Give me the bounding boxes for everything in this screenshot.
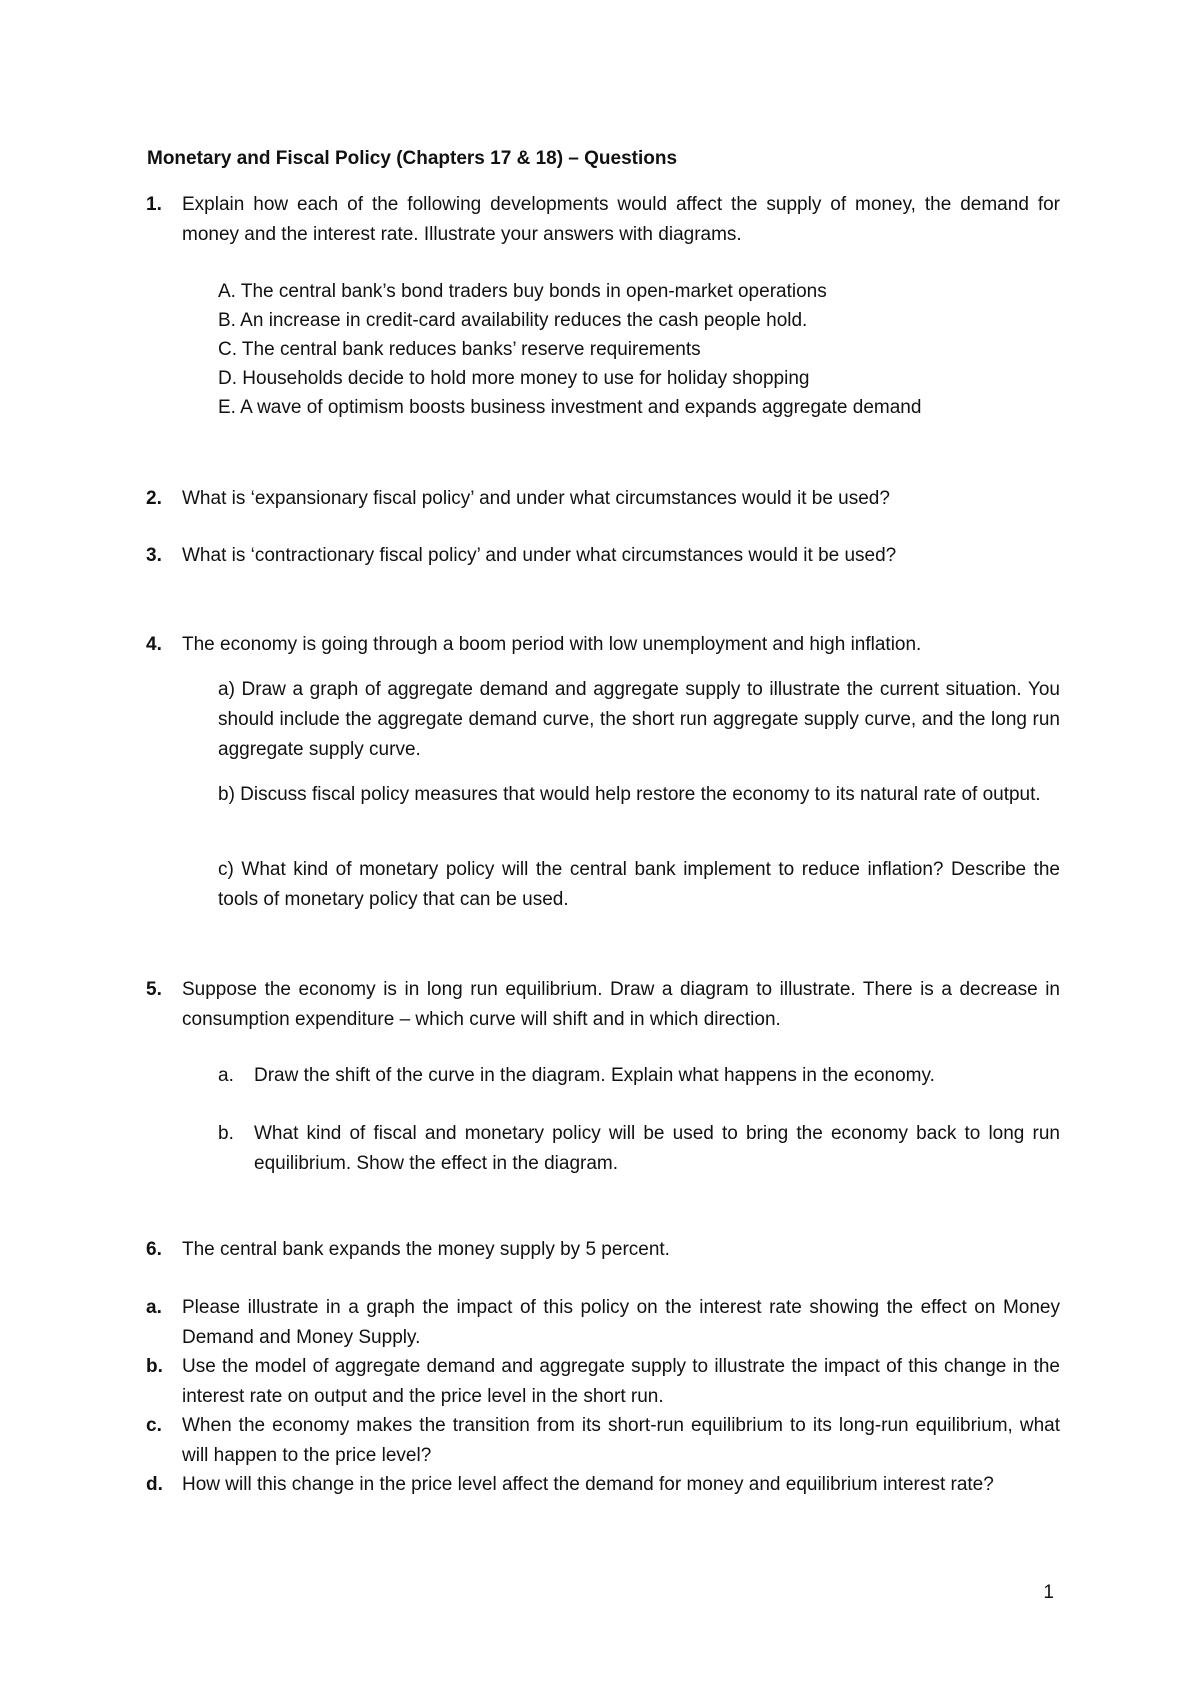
q1-item-b: B. An increase in credit-card availability reduces the cash people hold.	[218, 310, 808, 331]
q4-part-c: c) What kind of monetary policy will the central bank implement to reduce inflation? Describe the tools of monetary policy that can be used.	[218, 859, 1060, 910]
sub-text: Use the model of aggregate demand and aggregate supply to illustrate the impact of this change in the interest rate on output and the price level in the short run.	[182, 1356, 1060, 1407]
sub-text: Draw the shift of the curve in the diagram. Explain what happens in the economy.	[254, 1065, 935, 1086]
question-number: 3.	[146, 545, 162, 566]
sub-label: a.	[218, 1065, 234, 1086]
sub-text: When the economy makes the transition from its short-run equilibrium to its long-run equilibrium, what will happen to the price level?	[182, 1415, 1060, 1466]
question-3	[146, 541, 1060, 571]
sub-label: d.	[146, 1474, 163, 1495]
q6-part-b	[146, 1352, 1060, 1412]
question-number: 2.	[146, 488, 162, 509]
sub-text: Please illustrate in a graph the impact of this policy on the interest rate showing the effect on Money Demand and Money Supply.	[182, 1297, 1060, 1348]
question-4	[146, 630, 1060, 660]
q4-part-a: a) Draw a graph of aggregate demand and aggregate supply to illustrate the current situation. You should include the aggregate demand curve, the short run aggregate supply curve, and the long run aggregate supply curve.	[218, 679, 1060, 760]
question-number: 5.	[146, 979, 162, 1000]
q1-item-c: C. The central bank reduces banks’ reserve requirements	[218, 339, 701, 360]
sub-label: a.	[146, 1297, 162, 1318]
q1-item-e: E. A wave of optimism boosts business investment and expands aggregate demand	[218, 397, 922, 418]
q6-part-c	[146, 1411, 1060, 1471]
question-5	[146, 975, 1060, 1035]
question-text: Suppose the economy is in long run equilibrium. Draw a diagram to illustrate. There is a decrease in consumption expenditure – which curve will shift and in which direction.	[182, 979, 1060, 1030]
question-number: 1.	[146, 194, 162, 215]
sub-label: b.	[218, 1123, 234, 1144]
q1-item-d: D. Households decide to hold more money to use for holiday shopping	[218, 368, 810, 389]
question-text: The central bank expands the money supply by 5 percent.	[182, 1239, 670, 1260]
question-text: What is ‘contractionary fiscal policy’ and under what circumstances would it be used?	[182, 545, 897, 566]
question-number: 6.	[146, 1239, 162, 1260]
sub-text: How will this change in the price level affect the demand for money and equilibrium interest rate?	[182, 1474, 994, 1495]
question-number: 4.	[146, 634, 162, 655]
question-1	[146, 190, 1060, 250]
q1-item-a: A. The central bank’s bond traders buy bonds in open-market operations	[218, 281, 827, 302]
q5-part-a	[218, 1061, 1060, 1091]
question-2	[146, 484, 1060, 514]
question-text: The economy is going through a boom period with low unemployment and high inflation.	[182, 634, 922, 655]
q6-part-d	[146, 1470, 1060, 1500]
sub-text: What kind of fiscal and monetary policy will be used to bring the economy back to long run equilibrium. Show the effect in the diagram.	[254, 1123, 1060, 1174]
q6-part-a	[146, 1293, 1060, 1353]
question-text: What is ‘expansionary fiscal policy’ and under what circumstances would it be used?	[182, 488, 890, 509]
q5-part-b	[218, 1119, 1060, 1179]
sub-label: b.	[146, 1356, 163, 1377]
q4-part-b: b) Discuss fiscal policy measures that would help restore the economy to its natural rate of output.	[218, 784, 1041, 805]
page-number: 1	[1043, 1582, 1054, 1603]
sub-label: c.	[146, 1415, 162, 1436]
question-text: Explain how each of the following developments would affect the supply of money, the demand for money and the interest rate. Illustrate your answers with diagrams.	[182, 194, 1060, 245]
question-6	[146, 1235, 1060, 1265]
page-title: Monetary and Fiscal Policy (Chapters 17 & 18) – Questions	[147, 148, 678, 169]
